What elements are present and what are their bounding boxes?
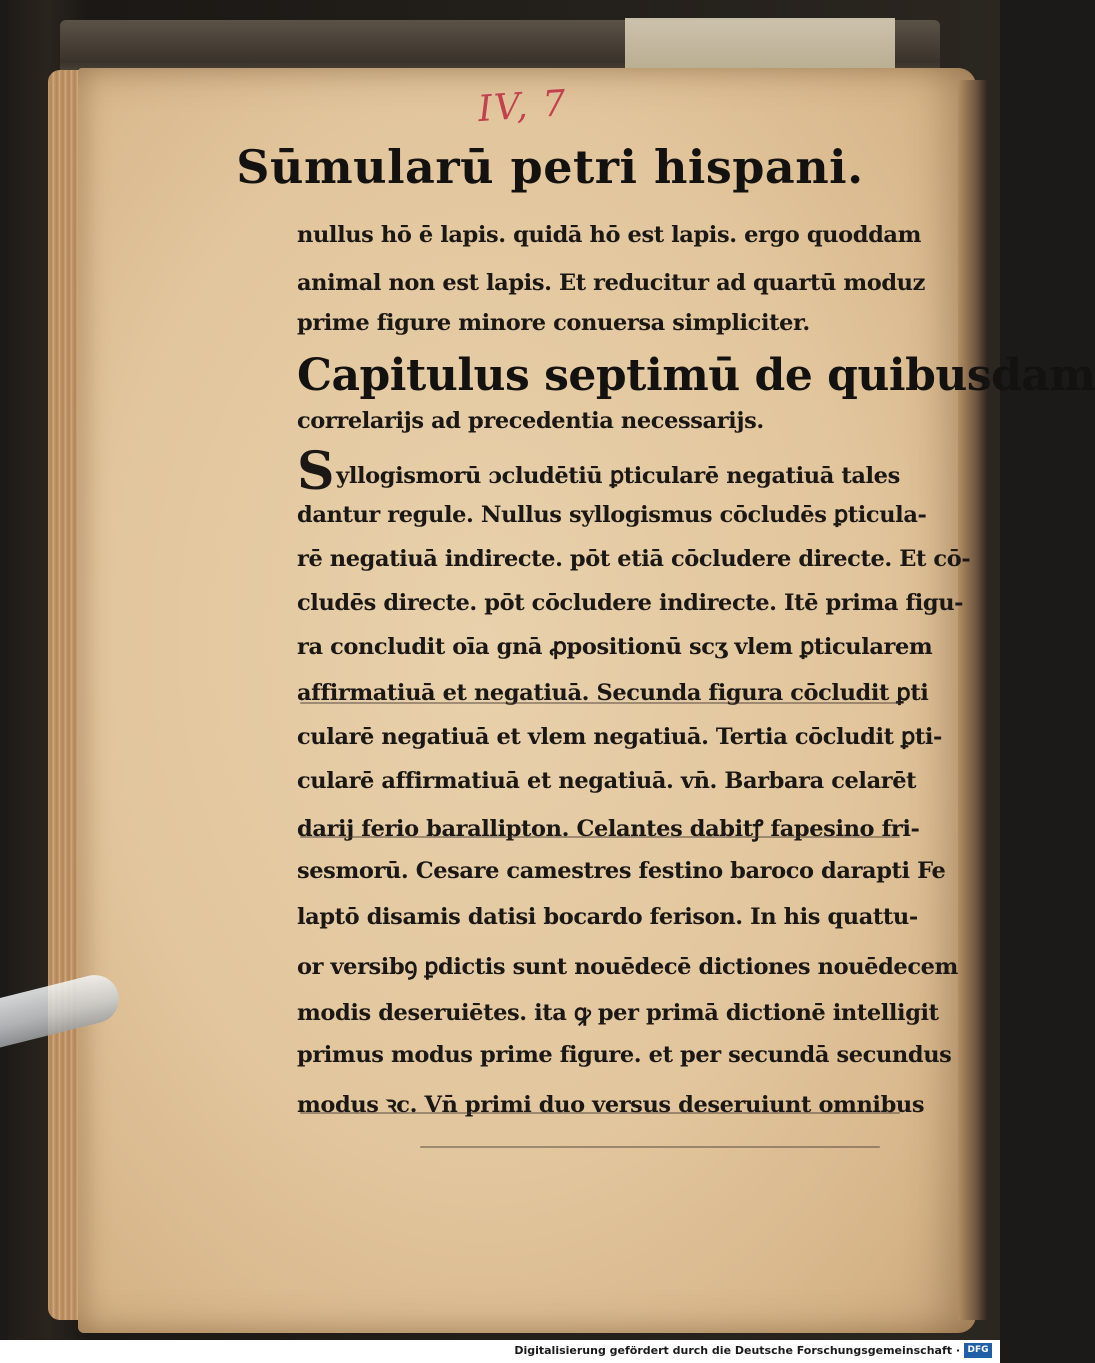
- footer-credit: Digitalisierung gefördert durch die Deutsche Forschungsgemeinschaft ·: [514, 1344, 960, 1357]
- footer-bar: [0, 1340, 1000, 1363]
- shelfmark: IV, 7: [476, 82, 570, 131]
- text-line: cludēs directe. pōt cōcludere indirecte. Itē prima figu-: [297, 590, 964, 616]
- text-line: modis deseruiētes. ita ꝙ per primā dictionē intelligit: [297, 1000, 939, 1026]
- text-line: or versibꝯ ꝑdictis sunt nouēdecē dictiones nouēdecem: [297, 954, 958, 980]
- pencil-underline: [300, 1112, 900, 1114]
- text-line: sesmorū. Cesare camestres festino baroco darapti Fe: [297, 858, 946, 884]
- text-line: modus ꝛc. Vn̄ primi duo versus deseruiunt omnibus: [297, 1092, 925, 1118]
- text-line-dropcap: [297, 441, 900, 502]
- drop-capital: S: [297, 441, 335, 502]
- pencil-underline: [420, 1146, 880, 1148]
- text-line: yllogismorū ɔcludētiū ꝑticularē negatiuā tales: [336, 463, 900, 489]
- text-line: dantur regule. Nullus syllogismus cōcludēs ꝑticula-: [297, 502, 927, 528]
- dfg-logo: DFG: [964, 1343, 992, 1358]
- page-gutter: [958, 80, 988, 1320]
- text-line: animal non est lapis. Et reducitur ad quartū moduz: [297, 270, 926, 296]
- text-line: cularē affirmatiuā et negatiuā. vn̄. Barbara celarēt: [297, 768, 917, 794]
- text-line: darij ferio barallipton. Celantes dabitꝭ fapesino fri-: [297, 816, 920, 842]
- text-line: cularē negatiuā et vlem negatiuā. Tertia cōcludit ꝑti-: [297, 724, 942, 750]
- chapter-subheading: correlarijs ad precedentia necessarijs.: [297, 408, 764, 434]
- text-line: ra concludit oīa gnā ꝓpositionū scʒ vlem ꝑticularem: [297, 634, 933, 660]
- text-line: affirmatiuā et negatiuā. Secunda figura cōcludit ꝑti: [297, 680, 929, 706]
- running-title: Sūmularū petri hispani.: [236, 140, 864, 194]
- chapter-heading: Capitulus septimū de quibusdam: [297, 350, 1095, 401]
- pencil-underline: [300, 836, 900, 838]
- text-line: laptō disamis datisi bocardo ferison. In his quattu-: [297, 904, 918, 930]
- text-line: rē negatiuā indirecte. pōt etiā cōcludere directe. Et cō-: [297, 546, 971, 572]
- text-line: prime figure minore conuersa simpliciter.: [297, 310, 810, 336]
- pencil-underline: [300, 702, 900, 704]
- text-line: nullus hō ē lapis. quidā hō est lapis. ergo quoddam: [297, 222, 921, 248]
- text-line: primus modus prime figure. et per secundā secundus: [297, 1042, 952, 1068]
